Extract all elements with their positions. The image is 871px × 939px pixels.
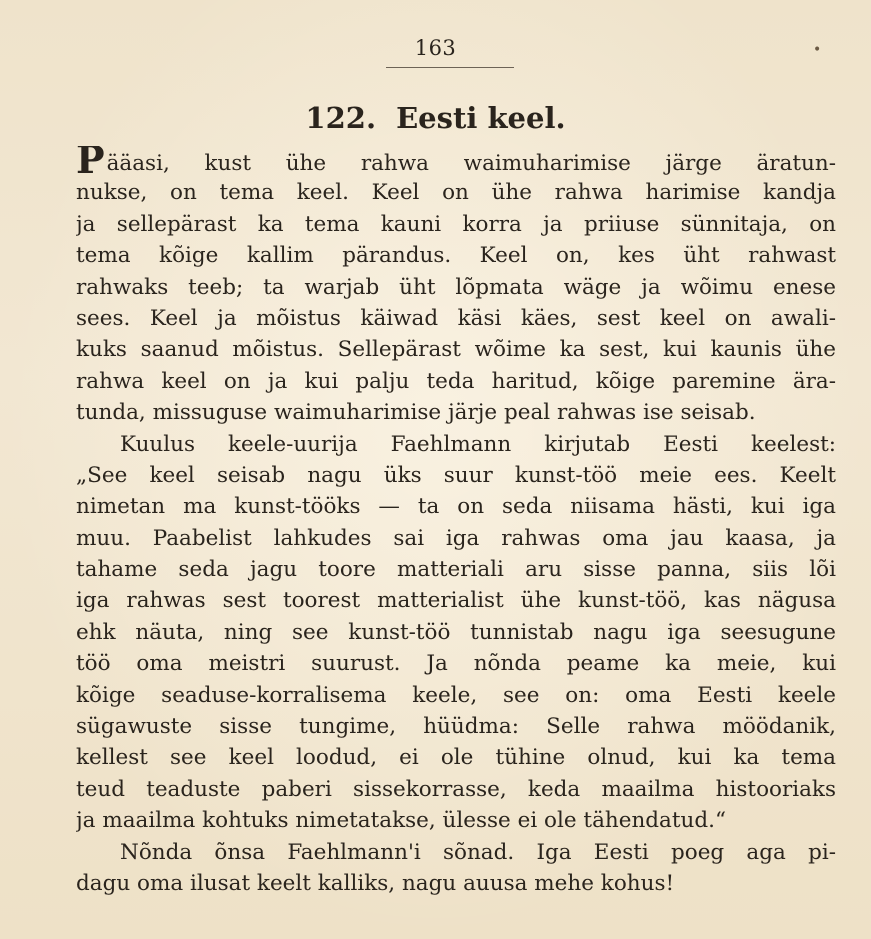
text-line: tema kõige kallim pärandus. Keel on, kes üht rahwast [76, 243, 836, 269]
page-number: 163 [414, 36, 457, 60]
text-line: teud teaduste paberi sissekorrasse, keda maailma histooriaks [76, 776, 836, 802]
text-line: kellest see keel loodud, ei ole tühine olnud, kui ka tema [76, 745, 836, 771]
text-line: sees. Keel ja mõistus käiwad käsi käes, sest keel on awali- [76, 305, 836, 331]
article-number: 122. [305, 101, 377, 135]
text-line: „See keel seisab nagu üks suur kunst-töö meie ees. Keelt [76, 462, 836, 488]
text-line: nimetan ma kunst-tööks — ta on seda niisama hästi, kui iga [76, 494, 836, 520]
text-line: kõige seaduse-korralisema keele, see on: oma Eesti keele [76, 682, 836, 708]
text-line: Kuulus keele-uurija Faehlmann kirjutab Eesti keelest: [120, 431, 836, 457]
text-line: sügawuste sisse tungime, hüüdma: Selle rahwa möödanik, [76, 714, 836, 740]
article-heading [0, 101, 871, 135]
text-line: Nõnda õnsa Faehlmann'i sõnad. Iga Eesti poeg aga pi- [120, 839, 836, 865]
text-line: tunda, missuguse waimuharimise järje peal rahwas ise seisab. [76, 400, 756, 426]
text-line: nukse, on tema keel. Keel on ühe rahwa harimise kandja [76, 180, 836, 206]
text-line: ehk näuta, ning see kunst-töö tunnistab nagu iga seesugune [76, 619, 836, 645]
text-line: kuks saanud mõistus. Sellepärast wõime ka sest, kui kaunis ühe [76, 337, 836, 363]
text-line: ja maailma kohtuks nimetatakse, ülesse ei ole tähendatud.“ [76, 808, 726, 834]
text-line: muu. Paabelist lahkudes sai iga rahwas oma jau kaasa, ja [76, 525, 836, 551]
text-line: dagu oma ilusat keelt kalliks, nagu auusa mehe kohus! [76, 870, 675, 896]
page-number-rule [386, 67, 514, 68]
ink-mark: • [813, 42, 822, 58]
drop-cap: P [76, 146, 105, 178]
article-title: Eesti keel. [396, 101, 566, 135]
text-line: ja sellepärast ka tema kauni korra ja priiuse sünnitaja, on [76, 211, 836, 237]
text-line: rahwa keel on ja kui palju teda haritud, kõige paremine ära- [76, 368, 836, 394]
article-body [76, 146, 836, 899]
text-line: Pääasi, kust ühe rahwa waimuharimise järge äratun- [76, 146, 836, 177]
text-line: tahame seda jagu toore matteriali aru sisse panna, siis lõi [76, 557, 836, 583]
text-line: töö oma meistri suurust. Ja nõnda peame ka meie, kui [76, 651, 836, 677]
text-line: rahwaks teeb; ta warjab üht lõpmata wäge ja wõimu enese [76, 274, 836, 300]
text-line: iga rahwas sest toorest matterialist ühe kunst-töö, kas nägusa [76, 588, 836, 614]
